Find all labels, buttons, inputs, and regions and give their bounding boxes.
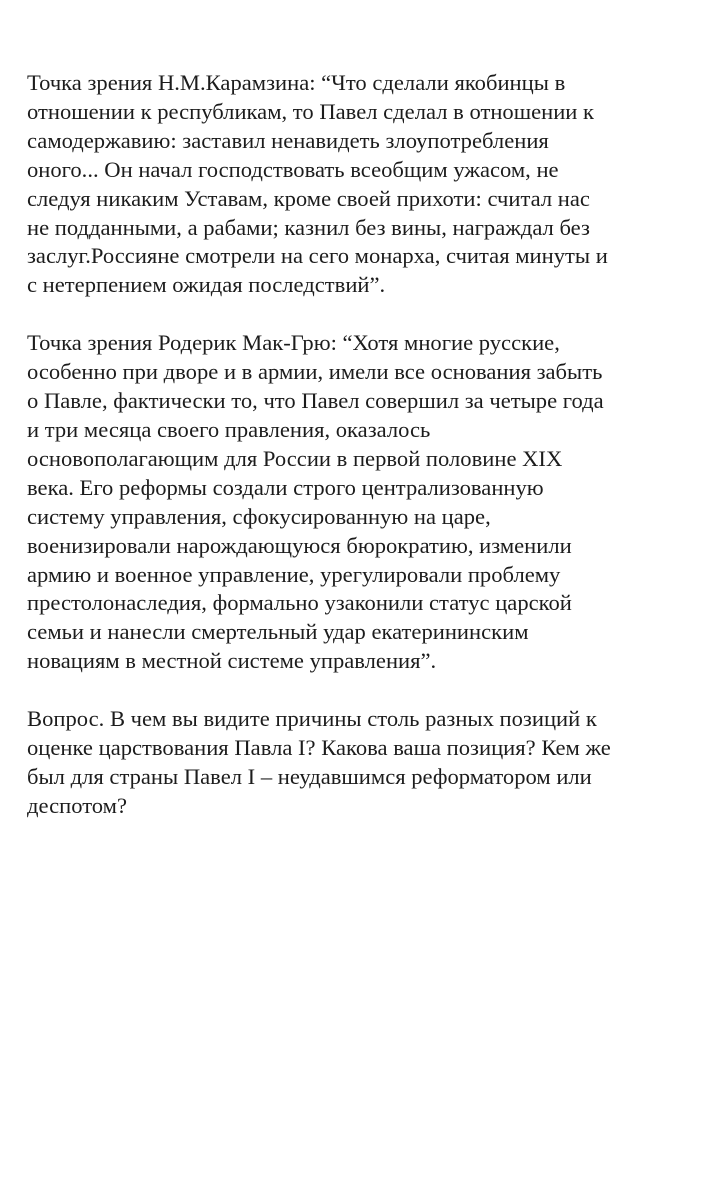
text-line: не подданными, а рабами; казнил без вины, награждал без [27,214,590,240]
text-line: деспотом? [27,792,127,818]
text-line: века. Его реформы создали строго централизованную [27,474,544,500]
text-line: новациям в местной системе управления”. [27,648,437,674]
text-line: армию и военное управление, урегулировали проблему [27,561,561,587]
text-line: особенно при дворе и в армии, имели все основания забыть [27,359,603,385]
text-line: престолонаследия, формально узаконили статус царской [27,590,572,616]
text-line: военизировали нарождающуюся бюрократию, изменили [27,532,572,558]
text-line: самодержавию: заставил ненавидеть злоупотребления [27,127,549,153]
karamzin-quote-paragraph [27,69,689,300]
mcgrew-quote-paragraph [27,329,689,676]
text-line: Вопрос. В чем вы видите причины столь разных позиций к [27,706,597,732]
text-line: о Павле, фактически то, что Павел совершил за четыре года [27,388,604,414]
text-line: отношении к республикам, то Павел сделал в отношении к [27,98,595,124]
text-line: оного... Он начал господствовать всеобщим ужасом, не [27,156,559,182]
text-line: заслуг.Россияне смотрели на сего монарха, считая минуты и [27,243,608,269]
text-line: систему управления, сфокусированную на царе, [27,503,491,529]
text-line: оценке царствования Павла I? Какова ваша позиция? Кем же [27,735,611,761]
text-line: следуя никаким Уставам, кроме своей прихоти: считал нас [27,185,590,211]
text-line: основополагающим для России в первой половине XIX [27,445,563,471]
text-line: Точка зрения Родерик Мак-Грю: “Хотя многие русские, [27,330,560,356]
text-line: с нетерпением ожидая последствий”. [27,272,386,298]
document-page [27,69,689,850]
text-line: Точка зрения Н.М.Карамзина: “Что сделали якобинцы в [27,70,566,95]
text-line: был для страны Павел I – неудавшимся реформатором или [27,763,592,789]
text-line: и три месяца своего правления, оказалось [27,416,431,442]
question-paragraph [27,705,689,821]
text-line: семьи и нанесли смертельный удар екатерининским [27,619,529,645]
